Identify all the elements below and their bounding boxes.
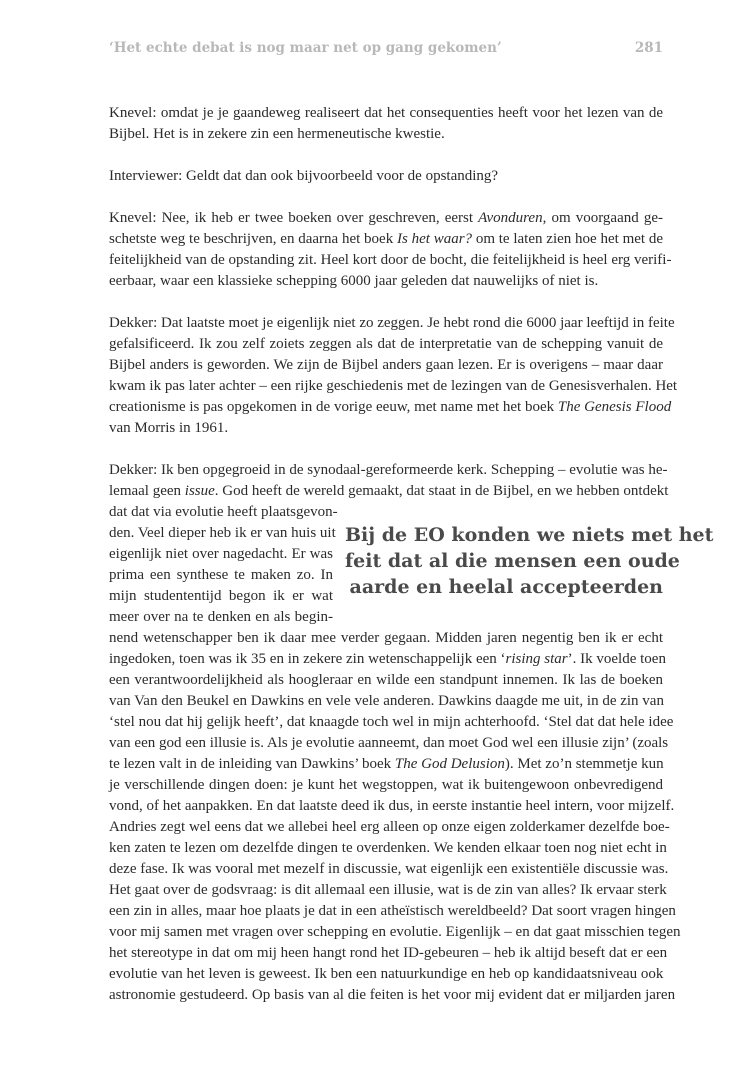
text-run: te lezen valt in de inleiding van Dawkins’ boek [109,756,395,772]
text-line [109,208,663,229]
text-run: ingedoken, toen was ik 35 en in zekere zin wetenschappelijk een ‘ [109,651,506,667]
text-line: kwam ik pas later achter – een rijke geschiedenis met de lezingen van de Genesisverhalen. Het [109,378,678,394]
text-line: Knevel: omdat je je gaandeweg realiseert dat het consequenties heeft voor het lezen van de [109,105,663,121]
pull-quote-line: Bij de EO konden we niets met het [345,524,714,546]
text-line [109,481,669,502]
text-line [109,397,672,418]
text-line: van Morris in 1961. [109,420,229,436]
text-line: Dekker: Dat laatste moet je eigenlijk niet zo zeggen. Je hebt rond die 6000 jaar leeftijd in feite [109,315,675,331]
text-line: Andries zegt wel eens dat we allebei heel erg alleen op onze eigen zolderkamer dezelfde boe- [109,819,670,835]
text-run: ). Met zo’n stemmetje kun [504,756,664,772]
text-run: om te laten zien hoe het met de [472,231,663,247]
page-number: 281 [634,40,663,56]
pull-quote [345,522,714,600]
text-line: vond, of het aanpakken. En dat laatste deed ik dus, in eerste instantie heel intern, voor mijzelf. [109,798,675,814]
text-line: meer over na te denken en als begin- [109,609,333,625]
text-line: evolutie van het leven is geweest. Ik ben een natuurkundige en heb op kandidaatsniveau ook [109,966,664,982]
text-run: lemaal geen [109,483,185,499]
paragraph-interviewer [109,166,663,187]
text-line: van een god een illusie is. Als je evolutie aanneemt, dan moet God wel een illusie zijn’ (zoals [109,735,669,751]
text-run: creationisme is pas opgekomen in de vorige eeuw, met name met het boek [109,399,558,415]
emphasis: issue [184,483,215,499]
text-line: prima een synthese te maken zo. In [109,567,333,583]
book-title: Is het waar? [397,231,473,247]
text-line: Dekker: Ik ben opgegroeid in de synodaal-gereformeerde kerk. Schepping – evolutie was he- [109,462,668,478]
text-run: . God heeft de wereld gemaakt, dat staat in de Bijbel, en we hebben ontdekt [214,483,669,499]
text-line [109,754,663,775]
running-title: ‘Het echte debat is nog maar net op gang gekomen’ [109,40,502,56]
text-run: schetste weg te beschrijven, en daarna het boek [109,231,397,247]
text-line: Interviewer: Geldt dat dan ook bijvoorbeeld voor de opstanding? [109,168,499,184]
text-line: eerbaar, waar een klassieke schepping 6000 jaar geleden dat nauwelijks of niet is. [109,273,599,289]
text-line: je verschillende dingen doen: je kunt het wegstoppen, wat ik buitengewoon onbevredigend [109,777,663,793]
text-line: feitelijkheid van de opstanding zit. Heel kort door de bocht, die feitelijkheid is heel erg verifi- [109,252,672,268]
page-body [109,103,714,1006]
paragraph-dekker-2 [109,460,714,1006]
running-header [109,40,663,64]
text-run: Knevel: Nee, ik heb er twee boeken over geschreven, eerst [109,210,479,226]
paragraph-dekker-1 [109,313,678,439]
text-line: ken zaten te lezen om dezelfde dingen te overdenken. We kenden elkaar toen nog niet echt in [109,840,667,856]
text-line: voor mij samen met vragen over schepping en evolutie. Eigenlijk – en dat gaat misschien tegen [109,924,681,940]
text-line: Bijbel anders is geworden. We zijn de Bijbel anders gaan lezen. Er is overigens – maar daar [109,357,663,373]
text-line: den. Veel dieper heb ik er van huis uit [109,525,336,541]
text-run: ’. Ik voelde toen [567,651,666,667]
text-line: Bijbel. Het is in zekere zin een hermeneutische kwestie. [109,126,445,142]
book-title: The God Delusion [394,756,505,772]
text-line: deze fase. Ik was vooral met mezelf in discussie, wat eigenlijk een existentiële discussie was. [109,861,669,877]
text-line [109,649,666,670]
text-line: gefalsificeerd. Ik zou zelf zoiets zeggen als dat de interpretatie van de schepping vanuit de [109,336,663,352]
book-title: The Genesis Flood [557,399,672,415]
paragraph-knevel-2 [109,208,672,292]
text-line: Het gaat over de godsvraag: is dit allemaal een illusie, wat is de zin van alles? Ik ervaar sterk [109,882,667,898]
text-line: nend wetenschapper ben ik daar mee verder gegaan. Midden jaren negentig ben ik er echt [109,630,663,646]
pull-quote-line: aarde en heelal accepteerden [349,576,663,598]
text-line: astronomie gestudeerd. Op basis van al die feiten is het voor mij evident dat er miljarden jaren [109,987,676,1003]
text-run: , om voorgaand ge- [542,210,663,226]
text-line [109,229,663,250]
text-line: dat dat via evolutie heeft plaatsgevon- [109,504,338,520]
text-line: mijn studententijd begon ik er wat [109,588,333,604]
text-line: eigenlijk niet over nagedacht. Er was [109,546,333,562]
pullquote-region [109,502,714,628]
text-line: ‘stel nou dat hij gelijk heeft’, dat knaagde toch wel in mijn achterhoofd. ‘Stel dat dat hele idee [109,714,674,730]
text-line: een zin in alles, maar hoe plaats je dat in een atheïstisch wereldbeeld? Dat soort vragen hingen [109,903,676,919]
paragraph-knevel-1 [109,103,663,145]
text-line: het stereotype in dat om mij heen hangt rond het ID-gebeuren – heb ik altijd beseft dat er een [109,945,668,961]
text-line: een verantwoordelijkheid als hoogleraar en wilde een standpunt innemen. Ik las de boeken [109,672,663,688]
emphasis: rising star [505,651,568,667]
narrow-column [109,502,338,628]
text-line: van Van den Beukel en Dawkins en vele vele anderen. Dawkins daagde me uit, in de zin van [109,693,664,709]
pull-quote-line: feit dat al die mensen een oude [345,550,680,572]
book-title: Avonduren [478,210,543,226]
